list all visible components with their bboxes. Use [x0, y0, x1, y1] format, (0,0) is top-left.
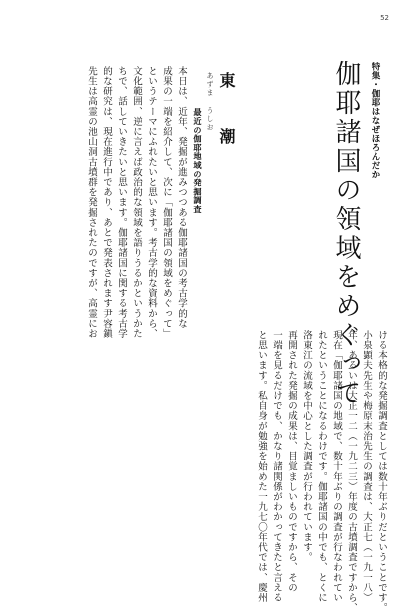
- body-line: 一端を見るだけでも、かなり諸関係がわかってきたと言える: [271, 330, 282, 603]
- body-line: 年、あるいは大正一二（一九二三）年度の古墳調査ですから、: [346, 330, 357, 613]
- body-text-bottom: [9, 330, 389, 613]
- body-line: というテーマにふれたいと思います。考古学的な資料から、: [146, 66, 157, 339]
- series-title: 特集・伽耶はなぜほろんだか: [370, 62, 380, 179]
- body-line: 小泉顕夫先生や梅原末治先生の調査は、大正七（一九一八）: [361, 330, 372, 603]
- body-text-top: [19, 66, 189, 339]
- body-line: 再開された発掘の成果は、目覚ましいものですから、その: [286, 330, 297, 593]
- author-ruby: あずま うしお: [206, 72, 214, 132]
- body-line: 洛東江の流域を中心とした調査が行われています。: [301, 330, 312, 563]
- body-line: ちで、話していきたいと思います。伽耶諸国に関する考古学: [116, 66, 127, 339]
- body-line: 現在「伽耶諸国の地域で、数十年ぶりの調査が行なわれてい: [331, 330, 342, 603]
- body-line: と思います。私自身が勉強を始めた一九七〇年代では、慶州: [256, 330, 267, 603]
- body-line: 文化範囲、逆に言えば政治的な領域を語りうるかというかた: [131, 66, 142, 339]
- body-line: 的な研究は、現在進行中であり、あとで発表されます尹容鎭: [101, 66, 112, 339]
- body-line: ける本格的な発掘調査としては数十年ぶりだということです。: [376, 330, 387, 613]
- section-heading: 最近の伽耶地域の発掘調査: [193, 108, 203, 214]
- page-number: 52: [380, 14, 389, 22]
- body-line: れたということになるわけです。伽耶諸国の中でも、とくに: [316, 330, 327, 603]
- author-name: 東 潮: [217, 72, 236, 156]
- body-line: 本日は、近年、発掘が進みつつある伽耶諸国の考古学的な: [176, 66, 187, 329]
- body-line: 成果の一端を紹介して、次に「伽耶諸国の領域をめぐって」: [161, 66, 172, 339]
- body-line: 先生は高霊の池山洞古墳群を発掘されたのですが、高霊にお: [86, 66, 97, 339]
- main-title: 伽耶諸国の領域をめぐって: [331, 60, 361, 408]
